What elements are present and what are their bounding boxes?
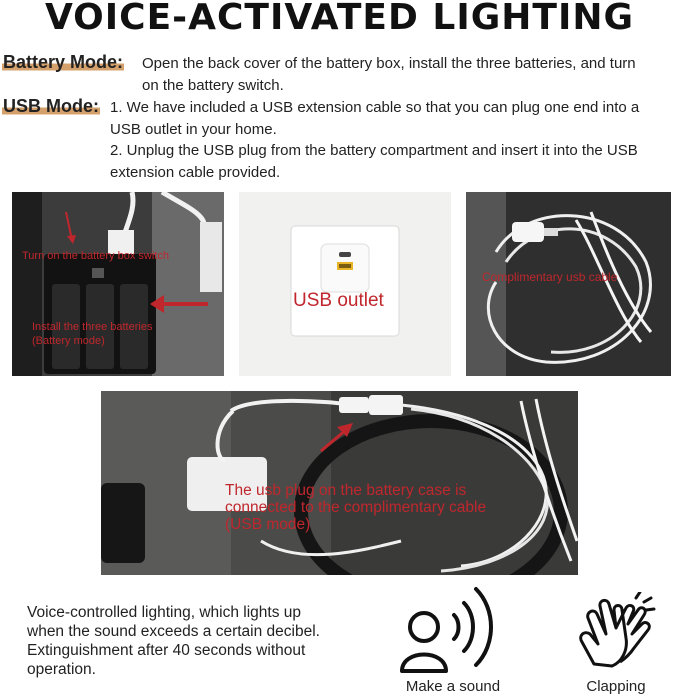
connection-line: The usb plug on the battery case is	[225, 482, 467, 499]
make-sound-icon	[398, 585, 506, 675]
switch-label: Turn on the battery box switch	[22, 250, 169, 262]
usb-outlet-photo	[239, 192, 451, 376]
clapping-icon	[576, 592, 656, 670]
usb-cable-illustration	[466, 192, 671, 376]
battery-mode-line: on the battery switch.	[142, 76, 284, 94]
install-line: (Battery mode)	[32, 335, 105, 347]
clapping-label: Clapping	[586, 678, 646, 695]
install-label	[32, 320, 152, 348]
install-line: Install the three batteries	[32, 321, 153, 333]
make-sound-label: Make a sound	[405, 678, 501, 695]
page-title: VOICE-ACTIVATED LIGHTING	[44, 0, 635, 38]
voice-description	[27, 603, 320, 679]
usb-mode-text	[110, 97, 639, 183]
connection-photo	[101, 391, 578, 575]
connection-line: (USB mode)	[225, 516, 311, 533]
usb-mode-line: 1. We have included a USB extension cable so that you can plug one end into a	[110, 99, 640, 116]
battery-mode-label: Battery Mode:	[3, 52, 124, 72]
usb-cable-label: Complimentary usb cable	[482, 270, 618, 284]
voice-line: Voice-controlled lighting, which lights up	[27, 604, 301, 621]
usb-mode-line: extension cable provided.	[110, 163, 281, 181]
connection-label	[225, 482, 486, 533]
voice-line: Extinguishment after 40 seconds without	[27, 642, 306, 659]
battery-box-photo	[12, 192, 224, 376]
connection-line: connected to the complimentary cable	[225, 499, 487, 516]
voice-line: when the sound exceeds a certain decibel.	[27, 623, 320, 640]
usb-cable-photo	[466, 192, 671, 376]
voice-line: operation.	[27, 661, 96, 678]
usb-outlet-label: USB outlet	[293, 290, 384, 311]
usb-outlet-illustration	[239, 192, 451, 376]
usb-mode-label: USB Mode:	[3, 96, 99, 116]
usb-mode-line: USB outlet in your home.	[110, 120, 277, 138]
battery-mode-line: Open the back cover of the battery box, install the three batteries, and turn	[142, 55, 636, 72]
usb-mode-line: 2. Unplug the USB plug from the battery compartment and insert it into the USB	[110, 142, 638, 159]
battery-mode-text	[142, 53, 636, 96]
battery-box-illustration	[12, 192, 224, 376]
